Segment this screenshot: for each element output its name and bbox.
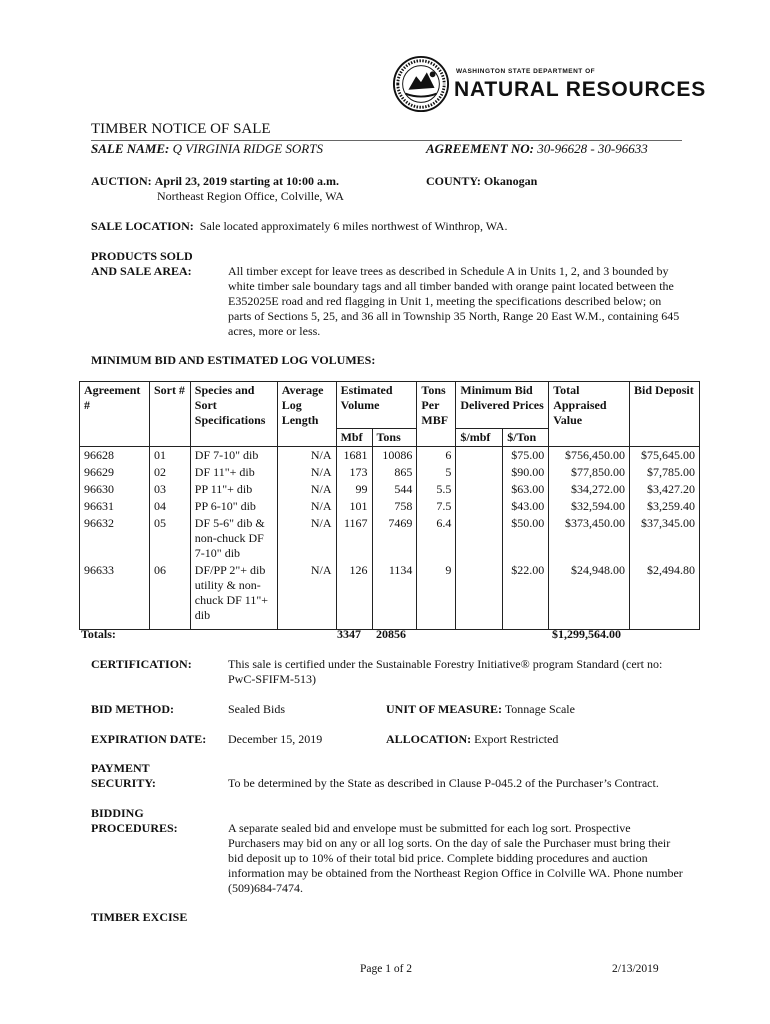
cell-deposit: $37,345.00 xyxy=(630,515,700,562)
bidding-label xyxy=(91,806,178,836)
cell-species: PP 11"+ dib xyxy=(190,481,277,498)
products-label xyxy=(91,249,193,279)
cell-species: PP 6-10" dib xyxy=(190,498,277,515)
payment-label-line2: SECURITY: xyxy=(91,776,156,790)
col-per-ton: $/Ton xyxy=(503,429,549,447)
cell-avg-len: N/A xyxy=(277,464,336,481)
county-label: COUNTY: xyxy=(426,174,481,188)
allocation-value: Export Restricted xyxy=(474,732,559,746)
cell-avg-len: N/A xyxy=(277,481,336,498)
cell-species: DF 5-6" dib & non-chuck DF 7-10" dib xyxy=(190,515,277,562)
cell-tons-per: 6.4 xyxy=(417,515,456,562)
county-value: Okanogan xyxy=(483,174,538,188)
table-header-row xyxy=(80,382,700,429)
cell-deposit: $3,259.40 xyxy=(630,498,700,515)
expiration-value: December 15, 2019 xyxy=(228,732,323,746)
cell-tons: 758 xyxy=(372,498,417,515)
cell-mbf: 1681 xyxy=(336,447,372,465)
cell-appraised: $373,450.00 xyxy=(549,515,630,562)
agency-line: WASHINGTON STATE DEPARTMENT OF xyxy=(456,68,596,75)
cell-sort: 05 xyxy=(149,515,190,562)
sale-location xyxy=(91,219,507,234)
cell-tons: 544 xyxy=(372,481,417,498)
cell-tons-per: 5 xyxy=(417,464,456,481)
sale-location-label: SALE LOCATION: xyxy=(91,219,194,233)
county xyxy=(426,174,537,189)
sale-name xyxy=(91,141,323,157)
bidding-text: A separate sealed bid and envelope must be submitted for each log sort. Prospective Purchasers may bid on any or all log sorts. On the day of sale the Purchaser must bring their bid deposit up to 10% of their total bid price. Complete bidding procedures and auction information may be obtained from the Northeast Region Office in Colville WA. Phone number (509)684-7474. xyxy=(228,821,683,895)
cell-deposit: $75,645.00 xyxy=(630,447,700,465)
dnr-seal-icon xyxy=(392,55,450,113)
cell-appraised: $32,594.00 xyxy=(549,498,630,515)
cell-tons-per: 7.5 xyxy=(417,498,456,515)
footer-date: 2/13/2019 xyxy=(612,963,659,975)
bidding-label-line1: BIDDING xyxy=(91,806,144,820)
auction-location: Northeast Region Office, Colville, WA xyxy=(157,189,344,203)
totals-appraised: $1,299,564.00 xyxy=(552,627,621,641)
totals-mbf: 3347 xyxy=(337,627,361,641)
auction xyxy=(91,174,339,189)
col-avg-length: Average Log Length xyxy=(277,382,336,447)
agreement-no xyxy=(426,141,648,157)
agreement-value: 30-96628 - 30-96633 xyxy=(537,141,648,156)
col-deposit: Bid Deposit xyxy=(630,382,700,447)
expiration-label: EXPIRATION DATE: xyxy=(91,732,207,746)
sale-name-value: Q VIRGINIA RIDGE SORTS xyxy=(172,141,323,156)
table-row xyxy=(80,562,700,630)
cell-tons-per: 5.5 xyxy=(417,481,456,498)
cell-avg-len: N/A xyxy=(277,447,336,465)
cell-per-ton: $63.00 xyxy=(503,481,549,498)
totals-tons: 20856 xyxy=(376,627,406,641)
certification-text: This sale is certified under the Sustainable Forestry Initiative® program Standard (cert no: PwC-SFIFM-513) xyxy=(228,657,663,686)
volumes-heading: MINIMUM BID AND ESTIMATED LOG VOLUMES: xyxy=(91,353,376,367)
sale-location-value: Sale located approximately 6 miles northwest of Winthrop, WA. xyxy=(199,219,508,233)
bid-method-value: Sealed Bids xyxy=(228,702,285,716)
cell-mbf: 1167 xyxy=(336,515,372,562)
cell-sort: 03 xyxy=(149,481,190,498)
cell-sort: 04 xyxy=(149,498,190,515)
cell-tons-per: 6 xyxy=(417,447,456,465)
cell-avg-len: N/A xyxy=(277,562,336,630)
cell-tons: 865 xyxy=(372,464,417,481)
products-label-line1: PRODUCTS SOLD xyxy=(91,249,193,263)
col-species: Species and Sort Specifications xyxy=(190,382,277,447)
cell-per-ton: $50.00 xyxy=(503,515,549,562)
cell-per-mbf xyxy=(456,562,503,630)
certification-label: CERTIFICATION: xyxy=(91,657,192,671)
cell-per-ton: $43.00 xyxy=(503,498,549,515)
cell-mbf: 126 xyxy=(336,562,372,630)
cell-per-mbf xyxy=(456,464,503,481)
uom-label: UNIT OF MEASURE: xyxy=(386,702,503,716)
products-label-line2: AND SALE AREA: xyxy=(91,264,192,278)
table-row xyxy=(80,515,700,562)
cell-species: DF 11"+ dib xyxy=(190,464,277,481)
col-mbf: Mbf xyxy=(336,429,372,447)
cell-deposit: $7,785.00 xyxy=(630,464,700,481)
payment-label-line1: PAYMENT xyxy=(91,761,150,775)
uom-value: Tonnage Scale xyxy=(504,702,575,716)
cell-tons: 7469 xyxy=(372,515,417,562)
cell-agreement: 96631 xyxy=(80,498,150,515)
auction-value: April 23, 2019 starting at 10:00 a.m. xyxy=(154,174,339,188)
cell-per-ton: $22.00 xyxy=(503,562,549,630)
agency-name: NATURAL RESOURCES xyxy=(454,78,707,101)
col-min-bid: Minimum Bid Delivered Prices xyxy=(456,382,549,429)
cell-per-mbf xyxy=(456,481,503,498)
cell-per-ton: $75.00 xyxy=(503,447,549,465)
page-title: TIMBER NOTICE OF SALE xyxy=(91,121,271,137)
cell-tons-per: 9 xyxy=(417,562,456,630)
timber-excise-label: TIMBER EXCISE xyxy=(91,910,188,924)
cell-agreement: 96629 xyxy=(80,464,150,481)
dnr-logo xyxy=(388,52,707,116)
cell-tons: 1134 xyxy=(372,562,417,630)
cell-deposit: $2,494.80 xyxy=(630,562,700,630)
table-row xyxy=(80,498,700,515)
cell-appraised: $34,272.00 xyxy=(549,481,630,498)
cell-mbf: 101 xyxy=(336,498,372,515)
bid-method-label: BID METHOD: xyxy=(91,702,175,716)
col-est-volume: Estimated Volume xyxy=(336,382,417,429)
col-per-mbf: $/mbf xyxy=(456,429,503,447)
page-number: Page 1 of 2 xyxy=(360,963,413,975)
cell-per-mbf xyxy=(456,498,503,515)
cell-sort: 06 xyxy=(149,562,190,630)
cell-tons: 10086 xyxy=(372,447,417,465)
sale-name-label: SALE NAME: xyxy=(91,141,170,156)
cell-species: DF/PP 2"+ dib utility & non-chuck DF 11"+ dib xyxy=(190,562,277,630)
cell-appraised: $24,948.00 xyxy=(549,562,630,630)
col-sort: Sort # xyxy=(149,382,190,447)
volumes-table xyxy=(79,381,700,630)
table-row xyxy=(80,447,700,465)
cell-mbf: 99 xyxy=(336,481,372,498)
table-row xyxy=(80,481,700,498)
cell-avg-len: N/A xyxy=(277,515,336,562)
cell-deposit: $3,427.20 xyxy=(630,481,700,498)
cell-agreement: 96632 xyxy=(80,515,150,562)
col-tons: Tons xyxy=(372,429,417,447)
col-appraised: Total Appraised Value xyxy=(549,382,630,447)
cell-avg-len: N/A xyxy=(277,498,336,515)
cell-per-mbf xyxy=(456,447,503,465)
unit-of-measure xyxy=(386,702,575,717)
cell-sort: 01 xyxy=(149,447,190,465)
cell-appraised: $77,850.00 xyxy=(549,464,630,481)
cell-per-mbf xyxy=(456,515,503,562)
cell-agreement: 96630 xyxy=(80,481,150,498)
cell-agreement: 96628 xyxy=(80,447,150,465)
agreement-label: AGREEMENT NO: xyxy=(426,141,534,156)
payment-label xyxy=(91,761,156,791)
col-tons-per-mbf: Tons Per MBF xyxy=(417,382,456,447)
auction-label: AUCTION: xyxy=(91,174,152,188)
cell-appraised: $756,450.00 xyxy=(549,447,630,465)
products-text: All timber except for leave trees as described in Schedule A in Units 1, 2, and 3 bounded by white timber sale boundary tags and all timber banded with orange paint located between the E352025E road and red flagging in Unit 1, meeting the specifications described below; on parts of Sections 5, 25, and 36 all in Township 35 North, Range 20 East W.M., containing 645 acres, more or less. xyxy=(228,264,680,338)
payment-text: To be determined by the State as described in Clause P-045.2 of the Purchaser’s Contract. xyxy=(228,776,659,790)
table-row xyxy=(80,464,700,481)
totals-label: Totals: xyxy=(81,627,116,641)
col-agreement: Agreement # xyxy=(80,382,150,447)
cell-sort: 02 xyxy=(149,464,190,481)
cell-per-ton: $90.00 xyxy=(503,464,549,481)
bidding-label-line2: PROCEDURES: xyxy=(91,821,178,835)
cell-agreement: 96633 xyxy=(80,562,150,630)
cell-mbf: 173 xyxy=(336,464,372,481)
allocation-label: ALLOCATION: xyxy=(386,732,472,746)
cell-species: DF 7-10" dib xyxy=(190,447,277,465)
allocation xyxy=(386,732,558,747)
